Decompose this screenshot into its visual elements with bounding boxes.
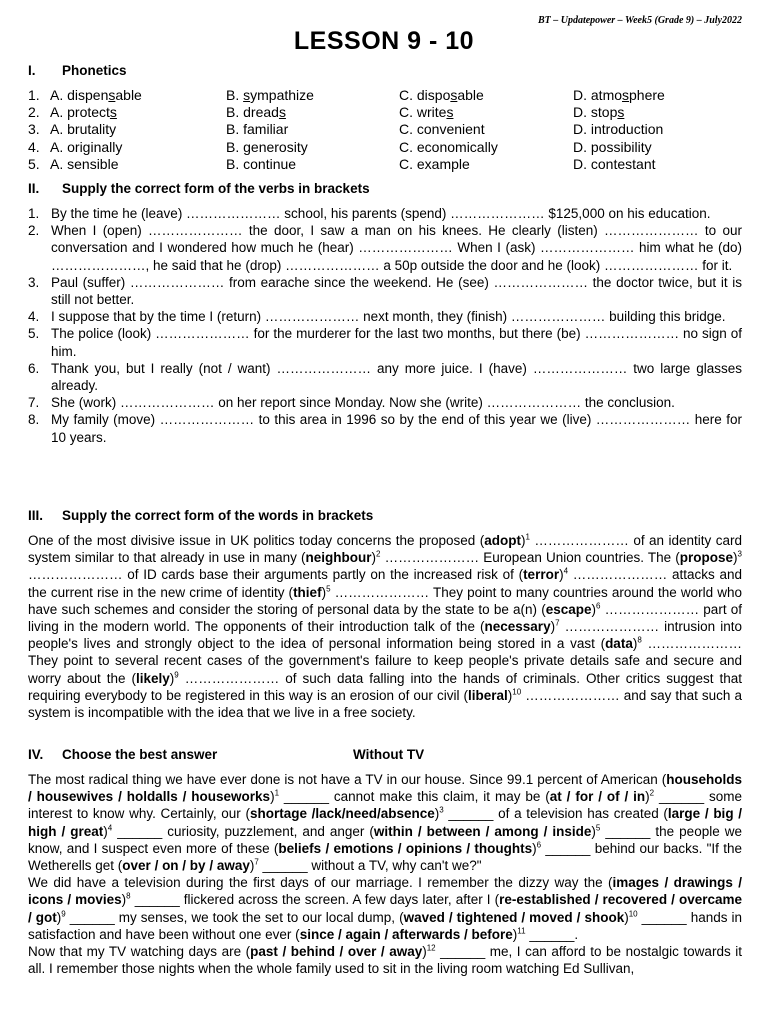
bracket-word: beliefs / emotions / opinions / thoughts: [278, 840, 533, 856]
section-4-title: Choose the best answer: [62, 747, 218, 762]
item-text: She (work) ………………… on her report since Monday. Now she (write) ………………… the conclusion.: [51, 395, 675, 411]
bracket-word: necessary: [484, 619, 551, 635]
passage-text: ………………… part of living in the modern world. The opponents of their introduction talk of the (: [28, 601, 742, 635]
question-number: 9: [174, 670, 179, 680]
underlined-letter: s: [243, 87, 251, 103]
page-title: LESSON 9 - 10: [293, 27, 475, 55]
option-d: [573, 121, 663, 138]
passage-paragraph: [28, 943, 742, 977]
question-number: 8: [126, 891, 131, 901]
option-a: [50, 104, 117, 121]
option-a: [50, 139, 122, 156]
passage-text: ………………… of an identity card system similar to that already in use in many (: [28, 533, 742, 566]
passage-text: ): [521, 533, 526, 548]
section-2-numeral: II.: [28, 181, 40, 196]
section-4-numeral: IV.: [28, 747, 44, 762]
question-number: 6: [536, 840, 542, 850]
question-number: 7: [254, 857, 259, 867]
phonetics-row: [28, 139, 748, 156]
underlined-letter: s: [446, 104, 454, 121]
passage-text: ): [733, 550, 738, 566]
phonetics-table: [28, 87, 748, 173]
passage-text: ): [422, 944, 427, 960]
item-number: 1.: [28, 206, 40, 221]
option-text: able: [115, 87, 142, 103]
passage-text: ): [624, 909, 629, 925]
exercise-item: [28, 222, 742, 274]
question-number: 2: [376, 549, 381, 559]
header-note: BT – Updatepower – Week5 (Grade 9) – July2022: [537, 15, 742, 26]
bracket-word: large / big / high / great: [28, 806, 742, 839]
passage-text: ): [56, 909, 62, 925]
item-number: 7.: [28, 395, 40, 411]
option-text: C. economically: [399, 138, 498, 155]
option-b: [226, 87, 314, 104]
bracket-word: thief: [293, 584, 322, 600]
bracket-word: escape: [545, 601, 592, 617]
option-b: [226, 156, 296, 173]
option-b: [226, 121, 288, 138]
passage-text: ______ cannot make this claim, it may be (: [279, 789, 550, 805]
bracket-word: past / behind / over / away: [250, 944, 423, 960]
exercise-item: [28, 274, 742, 308]
passage-text: ): [507, 687, 513, 703]
option-text: C. dispo: [399, 87, 451, 103]
item-number: 6.: [28, 360, 40, 376]
bracket-word: propose: [679, 550, 734, 566]
bracket-word: neighbour: [305, 550, 372, 566]
option-text: D. possibility: [573, 138, 652, 155]
question-number: 10: [512, 687, 522, 697]
item-text: The police (look) ………………… for the murderer for the last two months, but there (be) ………………… no sign of him.: [51, 326, 742, 359]
item-number: 3.: [28, 274, 40, 290]
item-text: When I (open) ………………… the door, I saw a man on his knees. He clearly (listen) ………………… to our conversation and I wondered how much he (hear) ………………… When I (ask) ………………… him what he (do) …………………, he said that he (drop) ………………… a 50p outside the door and he (look) ………………… for it.: [51, 223, 742, 273]
passage-text: ………………… of ID cards base their arguments partly on the increased risk of (: [28, 567, 524, 583]
item-number: 2.: [28, 223, 40, 239]
item-number: 3.: [28, 121, 40, 138]
question-number: 3: [737, 549, 742, 559]
passage-text: ): [591, 823, 596, 839]
option-text: able: [457, 87, 484, 103]
option-b: [226, 104, 286, 121]
passage-text: ): [645, 789, 650, 805]
item-text: I suppose that by the time I (return) ………………… next month, they (finish) ………………… building this bridge.: [51, 309, 726, 325]
exercise-item: [28, 308, 742, 325]
underlined-letter: s: [109, 104, 117, 121]
option-c: [399, 104, 453, 121]
passage-text: ): [532, 840, 537, 856]
question-number: 2: [649, 788, 655, 798]
question-number: 5: [595, 823, 601, 833]
bracket-word: shortage /lack/need/absence: [249, 806, 435, 822]
item-text: My family (move) ………………… to this area in 1996 so by the end of this year we (live) ………………… here for 10 years.: [51, 412, 742, 445]
passage-text: One of the most divisive issue in UK politics today concerns the proposed (: [28, 533, 485, 548]
option-text: D. atmo: [573, 87, 623, 103]
passage-text: We did have a television during the first days of our marriage. I remember the dizzy way the (: [28, 875, 613, 891]
underlined-letter: s: [278, 104, 286, 121]
passage-text: ): [512, 926, 518, 942]
phonetics-row: [28, 87, 748, 104]
bracket-word: images / drawings / icons / movies: [28, 875, 742, 908]
option-text: C. example: [399, 155, 470, 172]
bracket-word: re-established / recovered / overcame / got: [28, 892, 742, 925]
option-b: [226, 139, 308, 156]
passage-text: ………………… They point to many countries around the world who have such schemes and consider the storing of personal data by the state to be a(n) (: [28, 584, 742, 617]
passage-text: ): [270, 789, 275, 805]
passage-paragraph: [28, 874, 742, 943]
bracket-word: within / between / among / inside: [373, 823, 592, 839]
bracket-word: since / again / afterwards / before: [299, 926, 513, 942]
option-d: [573, 87, 665, 104]
option-text: A. originally: [50, 138, 123, 155]
passage-text: ______ without a TV, why can't we?": [258, 858, 482, 874]
question-number: 4: [107, 823, 113, 833]
reading-passage: [28, 771, 742, 977]
option-text: B.: [226, 87, 244, 103]
passage-text: ): [632, 636, 638, 652]
word-form-paragraph: [28, 532, 742, 721]
passage-text: ): [434, 806, 440, 822]
question-number: 7: [555, 618, 560, 628]
exercise-item: [28, 325, 742, 359]
bracket-word: waved / tightened / moved / shook: [403, 909, 625, 925]
passage-text: ): [169, 670, 175, 686]
passage-text: ): [550, 619, 556, 635]
bracket-word: over / on / by / away: [122, 858, 250, 874]
item-number: 1.: [28, 87, 40, 103]
bracket-word: adopt: [484, 533, 521, 548]
option-c: [399, 156, 470, 173]
passage-text: ______ the people we know, and I suspect even more of these (: [28, 823, 742, 856]
section-1-heading: [28, 63, 127, 78]
item-number: 8.: [28, 412, 40, 428]
section-2-heading: [28, 181, 370, 196]
option-text: A. dispen: [50, 87, 109, 103]
passage-text: ______.: [525, 926, 579, 942]
question-number: 4: [563, 566, 569, 576]
item-number: 2.: [28, 104, 40, 121]
passage-text: ): [371, 550, 377, 566]
passage-text: ………………… European Union countries. The (: [380, 550, 680, 566]
item-number: 4.: [28, 309, 40, 325]
question-number: 11: [517, 926, 526, 936]
option-text: ympathize: [250, 87, 314, 103]
underlined-letter: s: [617, 104, 625, 121]
bracket-word: data: [605, 636, 633, 652]
passage-text: ______ me, I can afford to be nostalgic towards it all. I remember those nights when the whole family used to sit in the living room watching Ed Sullivan,: [28, 944, 742, 977]
underlined-letter: s: [450, 87, 458, 103]
option-text: phere: [629, 87, 665, 103]
exercise-item: [28, 205, 742, 222]
passage-text: ………………… and say that such a system is incompatible with the idea that we live in a free society.: [28, 687, 742, 721]
passage-text: ): [559, 567, 564, 583]
option-text: B. dread: [226, 104, 279, 121]
passage-text: ………………… of such data falling into the hands of criminals. Other critics suggest that requiring everybody to be registered in this way is an erosion of our civil (: [28, 670, 742, 703]
option-a: [50, 156, 118, 173]
passage-text: ………………… They point to several recent cases of the government's failure to keep people's private details safe and secure and worry about the (: [28, 636, 742, 686]
passage-paragraph: [28, 771, 742, 874]
passage-text: ): [321, 584, 327, 600]
bracket-word: terror: [523, 567, 560, 583]
section-3-heading: [28, 508, 373, 523]
exercise-item: [28, 411, 742, 445]
option-d: [573, 104, 624, 121]
item-text: Thank you, but I really (not / want) ………………… any more juice. I (have) ………………… two large glasses already.: [51, 360, 742, 394]
passage-text: ______ flickered across the screen. A few days later, after I (: [130, 892, 500, 908]
bracket-word: households / housewives / holdalls / houseworks: [28, 772, 742, 805]
passage-text: ______ hands in satisfaction and have been without one ever (: [28, 909, 742, 942]
passage-text: ______ my senses, we took the set to our local dump, (: [65, 909, 404, 925]
passage-text: ): [249, 858, 255, 874]
passage-text: ______ behind our backs. "If the Wetherells get (: [28, 840, 742, 874]
option-text: B. continue: [226, 155, 297, 172]
phonetics-row: [28, 104, 748, 121]
option-c: [399, 121, 485, 138]
question-number: 1: [525, 532, 530, 542]
option-text: A. sensible: [50, 155, 119, 172]
passage-text: ______ curiosity, puzzlement, and anger (: [112, 823, 374, 839]
question-number: 12: [426, 943, 436, 953]
passage-text: Now that my TV watching days are (: [28, 944, 251, 960]
underlined-letter: s: [622, 87, 630, 103]
option-d: [573, 156, 656, 173]
question-number: 8: [637, 635, 642, 645]
section-2-title: Supply the correct form of the verbs in brackets: [62, 181, 370, 196]
passage-text: ______ of a television has created (: [443, 806, 668, 822]
bracket-word: likely: [136, 670, 170, 686]
option-d: [573, 139, 652, 156]
option-text: D. introduction: [573, 121, 664, 138]
section-3-numeral: III.: [28, 508, 44, 523]
item-number: 4.: [28, 138, 40, 155]
item-text: Paul (suffer) ………………… from earache since the weekend. He (see) ………………… the doctor twice, but it is still not better.: [51, 274, 742, 308]
item-text: By the time he (leave) ………………… school, his parents (spend) ………………… $125,000 on his education.: [51, 206, 711, 221]
option-text: A. protect: [50, 104, 110, 121]
bracket-word: liberal: [468, 687, 508, 703]
option-text: D. contestant: [573, 155, 656, 172]
bracket-word: at / for / of / in: [549, 789, 646, 805]
option-text: B. generosity: [226, 138, 308, 155]
exercise-item: [28, 394, 742, 411]
option-a: [50, 87, 142, 104]
section-3-title: Supply the correct form of the words in brackets: [62, 508, 374, 523]
question-number: 6: [596, 601, 601, 611]
option-text: C. write: [399, 104, 447, 121]
passage-title: Without TV: [353, 747, 425, 762]
passage-text: The most radical thing we have ever done is not have a TV in our house. Since 99.1 percent of American (: [28, 772, 667, 787]
phonetics-row: [28, 156, 748, 173]
item-number: 5.: [28, 155, 40, 172]
phonetics-row: [28, 121, 748, 138]
passage-text: ………………… intrusion into people's lives and strongly object to the idea of personal information being stored in a vast (: [28, 619, 742, 652]
passage-text: ): [103, 823, 108, 839]
option-text: D. stop: [573, 104, 618, 121]
option-c: [399, 87, 484, 104]
question-number: 1: [274, 788, 280, 798]
option-c: [399, 139, 498, 156]
option-text: A. brutality: [50, 121, 117, 138]
item-number: 5.: [28, 326, 40, 342]
question-number: 3: [439, 805, 444, 815]
question-number: 5: [326, 584, 331, 594]
passage-text: ______ some interest to know why. Certainly, our (: [28, 789, 742, 822]
section-1-numeral: I.: [28, 63, 36, 78]
option-text: C. convenient: [399, 121, 485, 138]
exercise-item: [28, 360, 742, 394]
passage-text: ): [121, 892, 127, 908]
passage-text: ): [591, 601, 597, 617]
question-number: 10: [628, 909, 638, 919]
verb-exercise-list: [28, 205, 742, 446]
option-text: B. familiar: [226, 121, 289, 138]
section-1-title: Phonetics: [62, 63, 127, 78]
underlined-letter: s: [108, 87, 116, 103]
question-number: 9: [61, 909, 66, 919]
option-a: [50, 121, 116, 138]
section-4-heading: [28, 747, 425, 762]
passage-text: ………………… attacks and the current rise in the new crime of identity (: [28, 567, 742, 600]
